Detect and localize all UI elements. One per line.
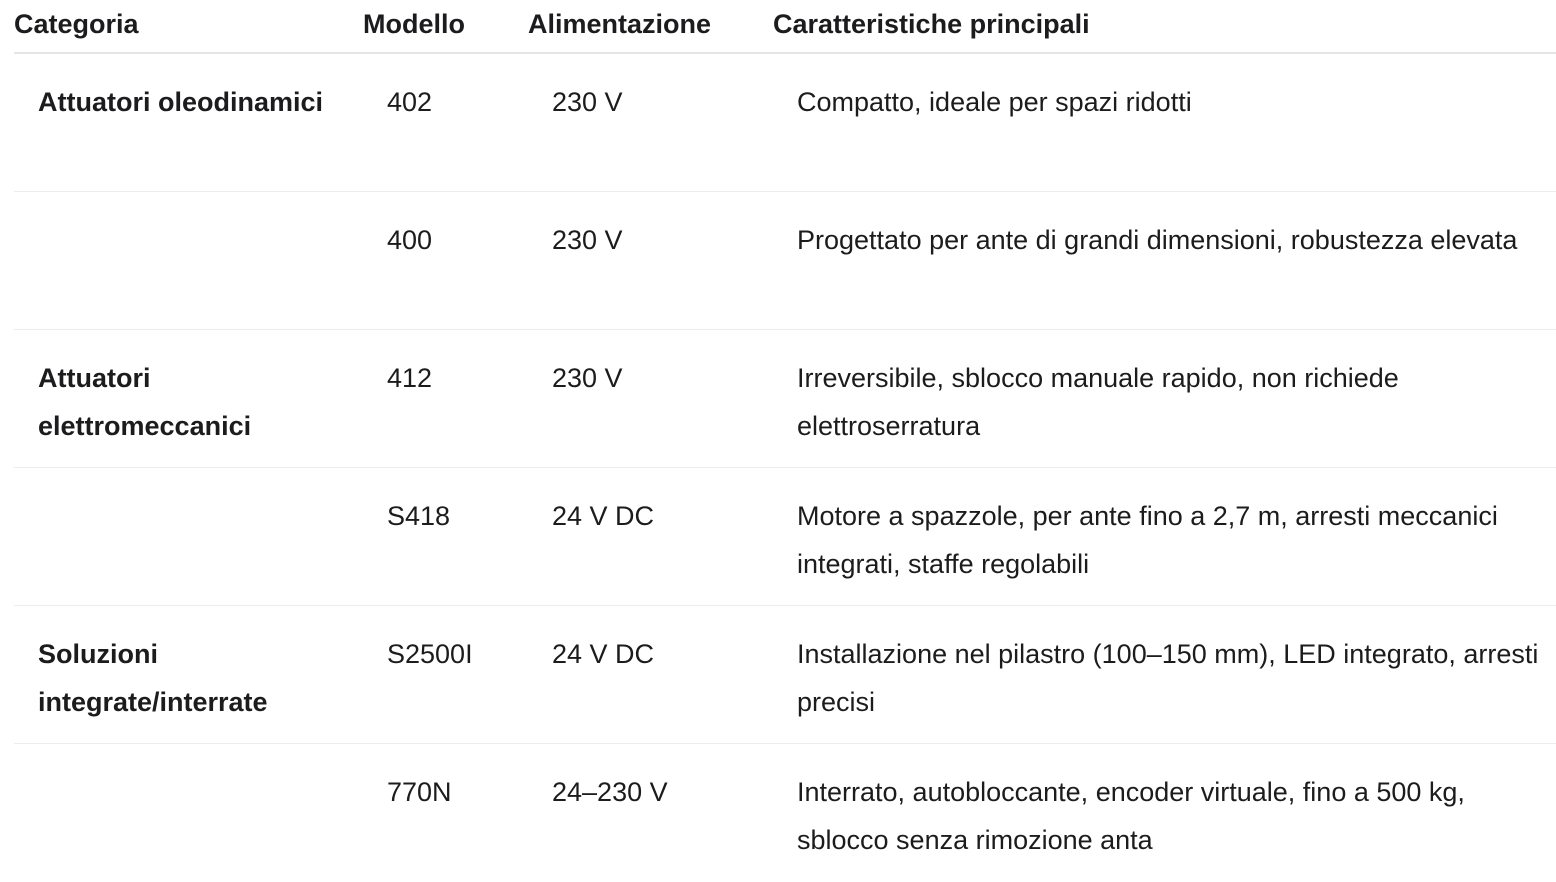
category-cell [14, 468, 363, 492]
category-cell [14, 192, 363, 216]
table-row [14, 330, 1556, 468]
power-cell: 24 V DC [552, 639, 655, 669]
power-cell: 24–230 V [552, 777, 668, 807]
features-cell: Motore a spazzole, per ante fino a 2,7 m, arresti meccanici integrati, staffe regolabili [797, 501, 1498, 579]
features-cell: Irreversibile, sblocco manuale rapido, non richiede elettroserratura [797, 363, 1399, 441]
model-cell: 402 [387, 87, 433, 117]
model-cell: S418 [387, 501, 451, 531]
model-cell: 770N [387, 777, 452, 807]
features-cell: Compatto, ideale per spazi ridotti [797, 87, 1192, 117]
header-category: Categoria [14, 9, 139, 39]
power-cell: 230 V [552, 363, 623, 393]
table-row [14, 606, 1556, 744]
table-row [14, 192, 1556, 330]
model-cell: S2500I [387, 639, 473, 669]
header-model: Modello [363, 9, 465, 39]
product-table [14, 0, 1556, 882]
category-cell [14, 744, 363, 768]
features-cell: Progettato per ante di grandi dimensioni, robustezza elevata [797, 225, 1518, 255]
power-cell: 230 V [552, 87, 623, 117]
header-features: Caratteristiche principali [773, 9, 1090, 39]
category-cell: Attuatori oleodinamici [38, 87, 324, 117]
model-cell: 400 [387, 225, 433, 255]
category-cell: Soluzioni integrate/interrate [38, 639, 268, 717]
power-cell: 24 V DC [552, 501, 655, 531]
features-cell: Installazione nel pilastro (100–150 mm), LED integrato, arresti precisi [797, 639, 1539, 717]
category-cell: Attuatori elettromeccanici [38, 363, 252, 441]
features-cell: Interrato, autobloccante, encoder virtuale, fino a 500 kg, sblocco senza rimozione anta [797, 777, 1465, 855]
table-row [14, 54, 1556, 192]
table-row [14, 468, 1556, 606]
power-cell: 230 V [552, 225, 623, 255]
table-header [14, 0, 1556, 54]
table-row [14, 744, 1556, 882]
header-power: Alimentazione [528, 9, 712, 39]
model-cell: 412 [387, 363, 433, 393]
